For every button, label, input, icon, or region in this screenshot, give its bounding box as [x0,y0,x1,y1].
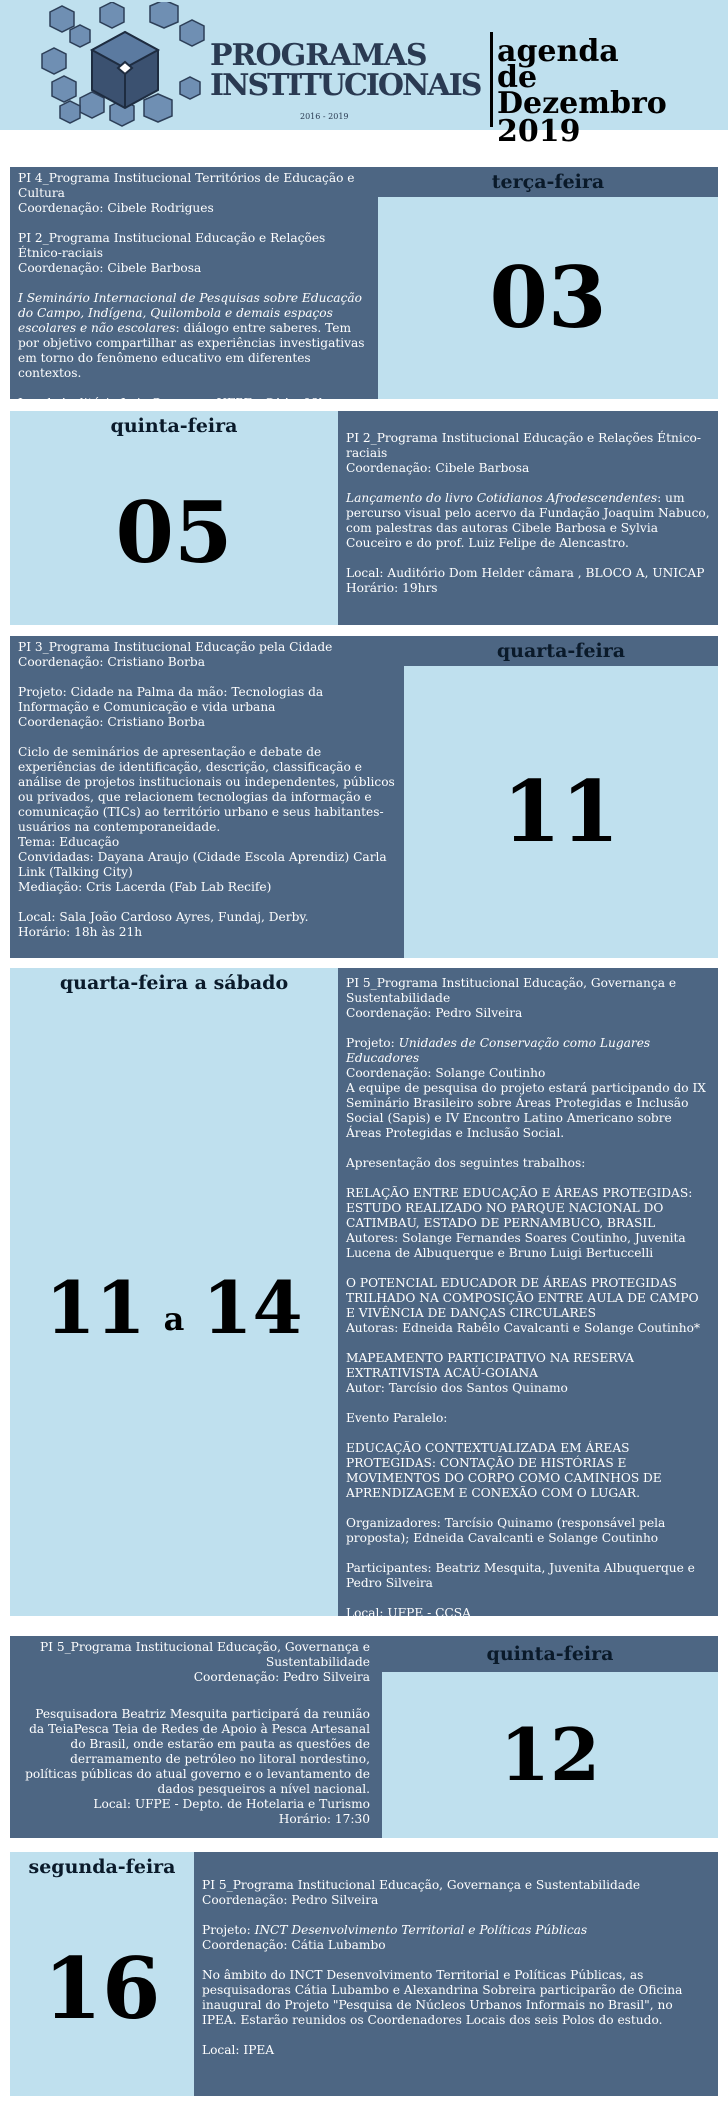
logo-years: 2016 - 2019 [300,112,349,121]
agenda-line3: Dezembro 2019 [497,86,667,149]
day-label-12: quinta-feira [382,1636,718,1672]
program-title: PI 4_Programa Institucional Territórios de Educação e Cultura [18,171,355,200]
paper-title: O POTENCIAL EDUCADOR DE ÁREAS PROTEGIDAS TRILHADO NA COMPOSIÇÃO ENTRE AULA DE CAMPO E VIVÊNCIA DE DANÇAS CIRCULARES [346,1276,699,1320]
event-title: Lançamento do livro Cotidianos Afrodescendentes [346,491,658,505]
paper-title: RELAÇÃO ENTRE EDUCAÇÃO E ÁREAS PROTEGIDAS: ESTUDO REALIZADO NO PARQUE NACIONAL DO CATIMBAU, ESTADO DE PERNAMBUCO, BRASIL [346,1186,693,1230]
presentations-heading: Apresentação dos seguintes trabalhos: [346,1156,586,1170]
coordination: Coordenação: Cristiano Borba [18,655,205,669]
event-location: Local: IPEA [202,2043,275,2057]
project-title: INCT Desenvolvimento Territorial e Políticas Públicas [254,1923,588,1937]
event-location: Local: UFPE - CCSA [346,1606,471,1620]
event-location: Local: Auditório Luiz Gonzaga - UFPE - CAA - 08hrs [18,396,339,410]
event-time: Horário: 19hrs [346,581,438,595]
date-range-end: 14 [202,1264,303,1350]
logo-title-line1: PROGRAMAS [210,38,427,73]
event-location: Local: Auditório Dom Helder câmara , BLOCO A, UNICAP [346,566,705,580]
event-description: Pesquisadora Beatriz Mesquita participará da reunião da TeiaPesca Teia de Redes de Apoio à Pesca Artesanal do Brasil, onde estarão em pauta as questões de derramamento de petróleo no litoral nordestino, políticas públicas do atual governo e o levantamento de dados pesqueiros a nível nacional. [25,1707,370,1796]
day-label-11-14: quarta-feira a sábado [10,968,338,998]
date-range-separator: a [163,1300,185,1338]
coordination: Coordenação: Cristiano Borba [18,715,205,729]
coordination: Coordenação: Pedro Silveira [346,1006,523,1020]
date-number-11: 11 [404,666,718,958]
date-number-16: 16 [10,1882,194,2096]
event-mediation: Mediação: Cris Lacerda (Fab Lab Recife) [18,880,272,894]
date-number-12: 12 [382,1672,718,1838]
event-description: : diálogo entre saberes. Tem por objetivo compartilhar as experiências investigativas em torno do fenômeno educativo em diferentes contextos. [18,321,365,380]
event-description: No âmbito do INCT Desenvolvimento Territorial e Políticas Públicas, as pesquisadoras Cátia Lubambo e Alexandrina Sobreira participarão de Oficina inaugural do Projeto "Pesquisa de Núcleos Urbanos Informais no Brasil", no IPEA. Estarão reunidos os Coordenadores Locais dos seis Polos do estudo. [202,1968,683,2027]
coordination: Coordenação: Cibele Rodrigues [18,201,214,215]
project-label: Projeto: [346,1036,399,1050]
logo-title-line2: INSTITUCIONAIS [210,68,481,103]
paper-authors: Autoras: Edneida Rabêlo Cavalcanti e Solange Coutinho* [346,1321,701,1335]
program-title: PI 5_Programa Institucional Educação, Governança e Sustentabilidade [346,976,677,1005]
agenda-line2: de [497,60,538,95]
event-time: Horário: 17:30 [278,1812,370,1826]
project-title: Projeto: Cidade na Palma da mão: Tecnologias da Informação e Comunicação e vida urbana [18,685,324,714]
event-block-11-text [10,636,404,958]
day-label-11: quarta-feira [404,636,718,666]
project-label: Projeto: [202,1923,255,1937]
program-title: PI 5_Programa Institucional Educação, Governança e Sustentabilidade [39,1640,370,1669]
event-description: A equipe de pesquisa do projeto estará participando do IX Seminário Brasileiro sobre Áreas Protegidas e Inclusão Social (Sapis) e IV Encontro Latino Americano sobre Áreas Protegidas e Inclusão Social. [346,1081,706,1140]
agenda-line1: agenda [497,34,619,69]
coordination: Coordenação: Cibele Barbosa [18,261,202,275]
day-label-05: quinta-feira [10,411,338,441]
project-title: Unidades de Conservação como Lugares Educadores [346,1036,651,1065]
date-number-05: 05 [10,441,338,625]
event-time: Horário: 18h às 21h [18,925,143,939]
event-block-12-text [10,1636,382,1838]
event-theme: Tema: Educação [18,835,120,849]
coordination: Coordenação: Pedro Silveira [202,1893,379,1907]
event-time: Horário: 08h:30 [346,1621,446,1635]
paper-title: MAPEAMENTO PARTICIPATIVO NA RESERVA EXTRATIVISTA ACAÚ-GOIANA [346,1351,634,1380]
day-label-16: segunda-feira [10,1852,194,1882]
program-title: PI 5_Programa Institucional Educação, Governança e Sustentabilidade [202,1878,641,1892]
event-guests: Convidadas: Dayana Araujo (Cidade Escola Aprendiz) Carla Link (Talking City) [18,850,387,879]
page-header [0,0,728,149]
date-range-start: 11 [45,1264,146,1350]
event-block-05-text [338,411,718,625]
event-location: Local: UFPE - Depto. de Hotelaria e Turismo [93,1797,370,1811]
event-block-03-text [10,167,378,410]
event-block-16-text [194,1852,718,2096]
paper-authors: Autores: Solange Fernandes Soares Coutinho, Juvenita Lucena de Albuquerque e Bruno Luigi Bertuccelli [346,1231,686,1260]
event-title: I Seminário Internacional de Pesquisas sobre Educação do Campo, Indígena, Quilombola e demais espaços escolares e não escolares [18,291,362,335]
participants: Participantes: Beatriz Mesquita, Juvenita Albuquerque e Pedro Silveira [346,1561,695,1590]
date-number-03: 03 [378,197,718,399]
day-label-03: terça-feira [378,167,718,197]
coordination: Coordenação: Cibele Barbosa [346,461,530,475]
parallel-event-title: EDUCAÇÃO CONTEXTUALIZADA EM ÁREAS PROTEGIDAS: CONTAÇÃO DE HISTÓRIAS E MOVIMENTOS DO CORPO COMO CAMINHOS DE APRENDIZAGEM E CONEXÃO COM O LUGAR. [346,1441,662,1500]
coordination: Coordenação: Pedro Silveira [193,1670,370,1684]
event-location: Local: Sala João Cardoso Ayres, Fundaj, Derby. [18,910,309,924]
paper-authors: Autor: Tarcísio dos Santos Quinamo [346,1381,568,1395]
organizers: Organizadores: Tarcísio Quinamo (responsável pela proposta); Edneida Cavalcanti e Solange Coutinho [346,1516,666,1545]
coordination: Coordenação: Solange Coutinho [346,1066,546,1080]
program-title: PI 3_Programa Institucional Educação pela Cidade [18,640,333,654]
event-description: : um percurso visual pelo acervo da Fundação Joaquim Nabuco, com palestras das autoras Cibele Barbosa e Sylvia Couceiro e do prof. Luiz Felipe de Alencastro. [346,491,710,550]
event-description: Ciclo de seminários de apresentação e debate de experiências de identificação, descrição, classificação e análise de projetos institucionais ou independentes, públicos ou privados, que relacionem tecnologias da informação e comunicação (TICs) ao território urbano e seus habitantes-usuários na contemporaneidade. [18,745,395,834]
program-title: PI 2_Programa Institucional Educação e Relações Étnico-raciais [346,431,702,460]
parallel-event-heading: Evento Paralelo: [346,1411,448,1425]
header-divider [490,32,493,127]
date-range-11-14 [10,998,338,1616]
cubes-logo-icon [40,2,210,128]
program-title: PI 2_Programa Institucional Educação e Relações Étnico-raciais [18,231,326,260]
coordination: Coordenação: Cátia Lubambo [202,1938,386,1952]
event-block-11-14-text [338,968,718,1635]
